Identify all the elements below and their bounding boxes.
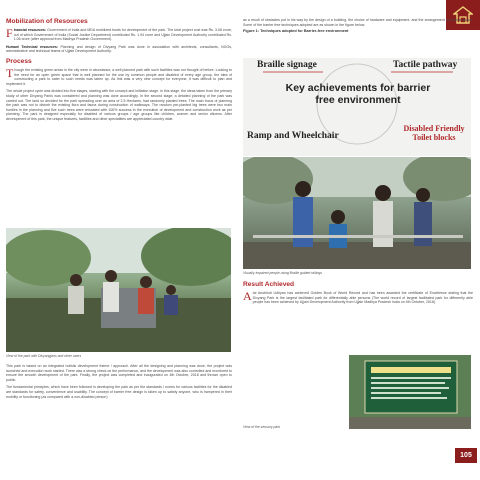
figure-title: Figure 1: Techniques adopted for Barrier-free environment: [243, 29, 349, 34]
info-key-achievements: [283, 82, 433, 106]
braille-railings-photo: [243, 157, 471, 269]
dropcap-financial: F: [6, 26, 13, 40]
heading-result: Result Achieved: [243, 281, 295, 288]
left-column: [6, 18, 232, 122]
financial-paragraph: [6, 28, 232, 42]
photo-caption-braille: Visually impaired people using Braille guided railings: [243, 271, 322, 275]
process-paragraph-2: The whole project cycle was divided into five stages, starting with the concept and initiation stage. In this stage, the ideas taken from the primary study of other Divyang Parks was considered and planning was done accordingly. In the second stage, a detailed planning of the park was carried out. The land so decided for the park spreading over an area of 2.5 Hectares, had randomly planted trees. The main focus of planning the park was not to disturb the existing flora and fauna during construction of walkways. The random pre-planted big trees were two main hurdles in the planning and five such trees were relocated with 100% success in the execution of development and construction work as per planning. The park is designed especially for disabled of various groups / age groups like children, women and senior citizens. After development of this park, the unique features, facilities and other specialities are appreciated country wide.: [6, 89, 232, 121]
photo-caption-divyangjans: View of the park with Divyangjans and other users: [6, 354, 82, 358]
heading-mobilization: Mobilization of Resources: [6, 18, 88, 25]
process-paragraph-1: [6, 65, 232, 86]
sensory-park-photo: [349, 355, 471, 429]
barrier-free-infographic: [243, 58, 471, 156]
human-text: Planning and design of Divyang Park was done in association with architects, consultants, NGOs, administrative and technical teams of Ujjain Development Authority.: [6, 44, 232, 54]
info-disabled-toilets: [401, 124, 467, 142]
info-disabled-line-2: Toilet blocks: [412, 133, 456, 142]
financial-text: Government of India and MDA mobilized funds for development of the park. The total project cost was Rs. 3.08 crore, out of which Government of India (Social Justice Department) contributed Rs. 1.94 crore and Ujjain Development Authority contributed Rs. 1.06 crore (after approval from Madhya Pradesh Government).: [13, 28, 232, 42]
human-paragraph: [6, 45, 232, 54]
bottom-paragraph-1: This park is based on an integrated holistic development theme / approach. After all the designing and planning was done, the project was launched and execution work started. There was a strong check on the performance, and the development was also controlled and monitored to ensure the smooth development of the park. Finally, the project was completed and inaugurated on 4th October, 2018 and thrown open to public.: [6, 364, 232, 382]
result-section: [243, 281, 473, 305]
info-disabled-line-1: Disabled Friendly: [403, 124, 465, 133]
info-tactile-pathway: Tactile pathway: [393, 60, 458, 70]
result-text: tal Anubhuti Udhyan has achieved Golden Book of World Record and has been awarded the certificate of Excellence stating that the Divyang Park is the largest facilitated park for differentially able persons (The world record of largest facilitated park for differently able people has been achieved by Ujjain Development Authority from Ujjain Madhya Pradesh India on 4th October, 2018).: [252, 291, 473, 305]
park-photo-divyangjans: [6, 228, 231, 352]
right-column: [243, 18, 473, 34]
left-bottom-text: [6, 364, 232, 399]
financial-label: inancial resources:: [13, 28, 47, 32]
heading-process: Process: [6, 57, 32, 65]
page-number: 105: [455, 448, 477, 463]
info-braille-signage: Braille signage: [257, 60, 317, 70]
info-key-line-1: Key achievements for barrier: [285, 82, 431, 94]
intro-paragraph: as a result of obstacles put in his way by the design of a building, the choice of hardware and equipment, and the arrangement of outside space. Some of the barrier free techniques adopted are as shown in the figure below.: [243, 18, 473, 27]
dropcap-process: T: [6, 65, 14, 80]
dropcap-result: A: [243, 289, 252, 303]
result-paragraph: [243, 291, 473, 305]
info-key-line-2: free environment: [315, 94, 401, 106]
bottom-paragraph-2: The fundamental principles, which have been followed in developing the park as per the standards / norms for various facilities for the disabled are standards for safety, convenience and usability. The concept of barrier free design is taken up to satisfy anyone, who is hampered in their mobility or functioning (as compared with a non-disabled person): [6, 385, 232, 399]
info-ramp-wheelchair: Ramp and Wheelchair: [247, 131, 339, 141]
human-label: Human/ Technical resources:: [6, 44, 59, 49]
photo-caption-sensory: View of the sensory park: [243, 425, 281, 429]
process-text-1: hough the existing green areas in the city were in abundance, a well planned park with such facilities was not thought of before. Looking to the need for an open green space that is well planned for the use by common people and disabled of every age group, the idea of constructing a park to cater to such needs was taken up. As this was a very new concept for everyone, it was difficult to plan and implement it.: [6, 67, 232, 86]
